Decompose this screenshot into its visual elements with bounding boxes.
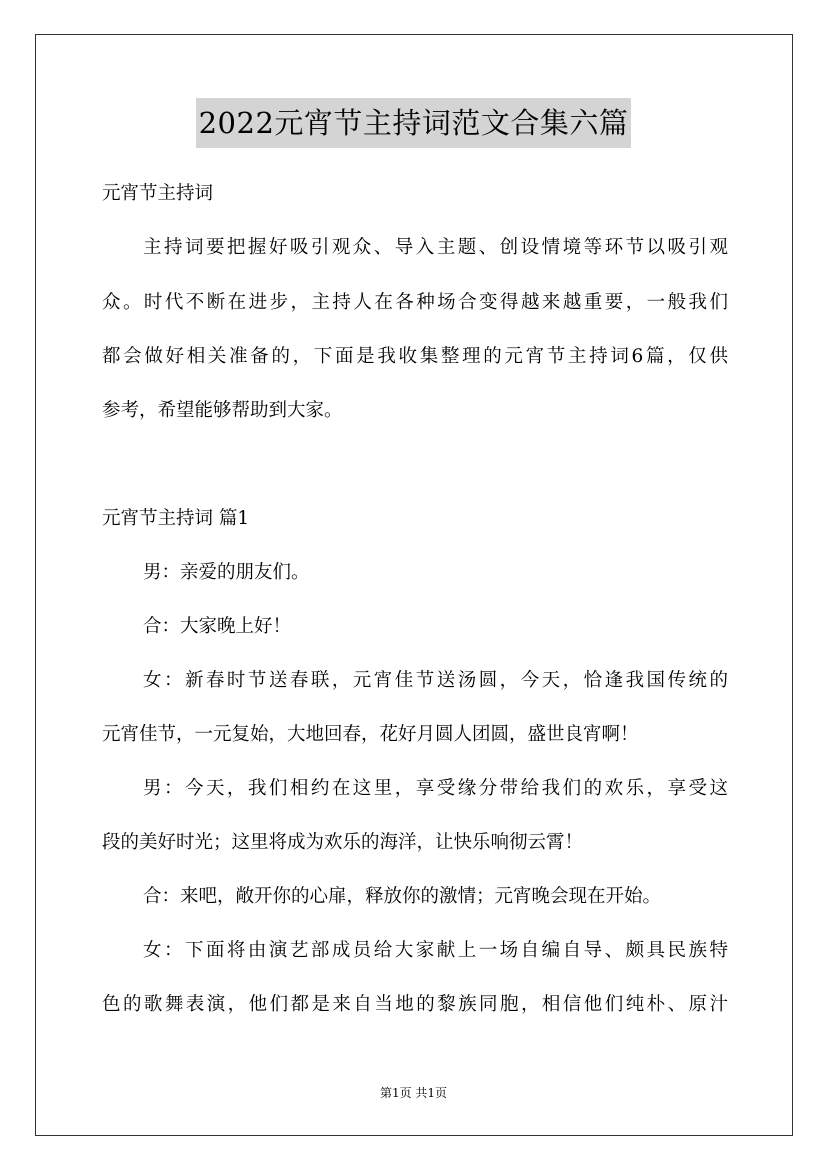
section-heading-part1: 元宵节主持词 篇1: [102, 508, 250, 529]
page-footer: 第1页 共1页: [379, 1086, 448, 1100]
intro-line-2: 众。时代不断在进步，主持人在各种场合变得越来越重要，一般我们: [102, 292, 728, 313]
dialogue-line-5: 男：今天，我们相约在这里，享受缘分带给我们的欢乐，享受这: [143, 778, 728, 799]
dialogue-line-3: 女：新春时节送春联，元宵佳节送汤圆，今天，恰逢我国传统的: [143, 670, 728, 691]
intro-line-4: 参考，希望能够帮助到大家。: [102, 400, 343, 421]
section-heading-main: 元宵节主持词: [102, 183, 214, 204]
dialogue-line-4: 元宵佳节，一元复始，大地回春，花好月圆人团圆，盛世良宵啊！: [102, 724, 639, 745]
dialogue-line-6: 段的美好时光；这里将成为欢乐的海洋，让快乐响彻云霄！: [102, 832, 584, 853]
dialogue-line-8: 女：下面将由演艺部成员给大家献上一场自编自导、颇具民族特: [143, 940, 728, 961]
document-title-text: 2022元宵节主持词范文合集六篇: [196, 98, 632, 148]
document-title: [0, 97, 827, 148]
intro-line-1: 主持词要把握好吸引观众、导入主题、创设情境等环节以吸引观: [143, 237, 728, 258]
dialogue-line-7: 合：来吧，敞开你的心扉，释放你的激情；元宵晚会现在开始。: [143, 886, 662, 907]
dialogue-line-2: 合：大家晚上好！: [143, 616, 292, 637]
intro-line-3: 都会做好相关准备的，下面是我收集整理的元宵节主持词6篇，仅供: [102, 346, 728, 367]
dialogue-line-1: 男：亲爱的朋友们。: [143, 562, 310, 583]
dialogue-line-9: 色的歌舞表演，他们都是来自当地的黎族同胞，相信他们纯朴、原汁: [102, 994, 728, 1015]
